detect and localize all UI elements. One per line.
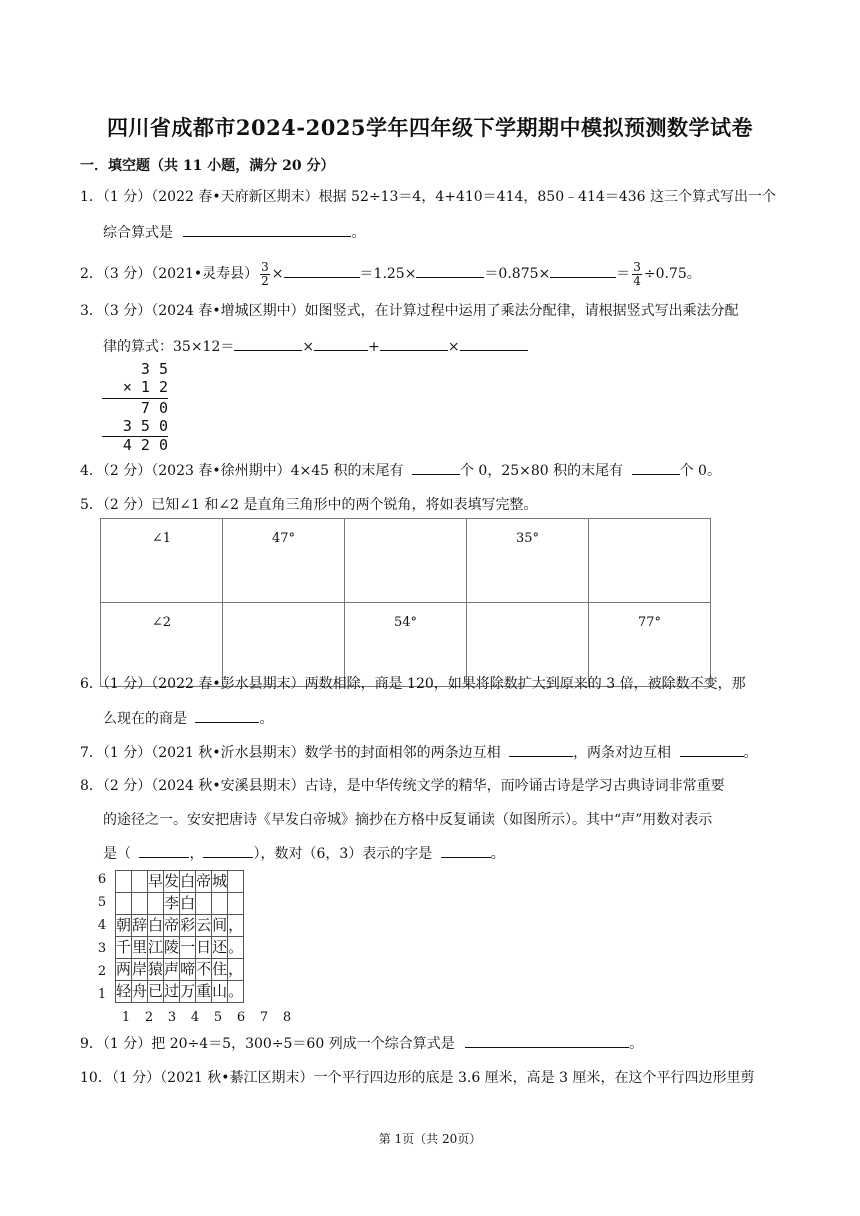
grid-cell <box>228 871 244 893</box>
q8-line3 <box>103 843 505 864</box>
grid-cell: 朝 <box>116 915 132 937</box>
grid-cell: 彩 <box>180 915 196 937</box>
q8-line3-middle: ），数对（6，3）表示的字是 <box>253 846 433 862</box>
q3-blank-2[interactable] <box>314 336 368 351</box>
grid-cell: 猿 <box>148 959 164 981</box>
grid-cell: 万 <box>180 981 196 1003</box>
grid-cell: 过 <box>164 981 180 1003</box>
q8-line3-open: 是（ <box>103 846 131 862</box>
q3-blank-3[interactable] <box>380 336 448 351</box>
grid-cell: 。 <box>228 981 244 1003</box>
x-axis-label: 2 <box>144 1010 154 1025</box>
grid-cell <box>196 893 212 915</box>
q8-line3-end: 。 <box>490 846 505 862</box>
grid-row <box>116 937 244 959</box>
q1-line2 <box>103 222 365 243</box>
y-axis-label: 6 <box>97 872 107 887</box>
q8-line2: 的途径之一。安安把唐诗《早发白帝城》摘抄在方格中反复诵读（如图所示）。其中“声”用数对表示 <box>103 812 713 828</box>
y-axis-label: 4 <box>97 918 107 933</box>
calc-row-2: × 1 2 <box>122 378 168 396</box>
table-row <box>101 519 711 603</box>
grid-cell: 不 <box>196 959 212 981</box>
grid-row <box>116 893 244 915</box>
x-axis-label: 3 <box>167 1010 177 1025</box>
q4-part1: 4．（2 分）（2023 春•徐州期中）4×45 积的末尾有 <box>80 463 404 479</box>
q6-line2 <box>103 708 273 729</box>
grid-cell: 住 <box>212 959 228 981</box>
q7-part3: 。 <box>743 745 758 761</box>
grid-cell <box>116 871 132 893</box>
q5-line: 5．（2 分）已知∠1 和∠2 是直角三角形中的两个锐角，将如表填写完整。 <box>80 497 538 513</box>
q1-answer-blank[interactable] <box>183 222 351 237</box>
q3-plus: + <box>368 339 380 355</box>
x-axis-label: 1 <box>121 1010 131 1025</box>
grid-cell: 岸 <box>132 959 148 981</box>
y-axis-label: 1 <box>97 987 107 1002</box>
grid-cell: 。 <box>228 937 244 959</box>
q2-blank-2[interactable] <box>416 263 484 278</box>
grid-cell: 江 <box>148 937 164 959</box>
q2-prefix: 2．（3 分）（2021•灵寿县） <box>80 266 259 282</box>
q8-blank-column[interactable] <box>139 843 189 858</box>
q7-part2: ，两条对边互相 <box>573 745 672 761</box>
grid-cell <box>132 893 148 915</box>
q3-line2 <box>103 336 528 357</box>
q2-fraction-2: $\frac{3}{4}$ <box>633 259 641 288</box>
q2-blank-1[interactable] <box>284 263 360 278</box>
grid-row <box>116 981 244 1003</box>
q1-line1: 1．（1 分）（2022 春•天府新区期末）根据 52÷13＝4，4+410＝414，850﹣414＝436 这三个算式写出一个 <box>80 189 777 205</box>
grid-cell: 辞 <box>132 915 148 937</box>
q6-answer-blank[interactable] <box>195 708 259 723</box>
table-cell: ∠2 <box>101 603 223 687</box>
grid-cell: 两 <box>116 959 132 981</box>
calc-row-5: 4 2 0 <box>122 436 168 454</box>
grid-cell <box>212 893 228 915</box>
q8-blank-char[interactable] <box>441 843 491 858</box>
q9-answer-blank[interactable] <box>465 1033 629 1048</box>
table-cell-blank[interactable] <box>345 519 467 603</box>
q2-blank-3[interactable] <box>550 263 616 278</box>
q4-part3: 个 0。 <box>679 463 721 479</box>
x-axis-label: 8 <box>282 1010 292 1025</box>
grid-cell: 日 <box>196 937 212 959</box>
q7-blank-2[interactable] <box>680 742 744 757</box>
grid-cell: 舟 <box>132 981 148 1003</box>
grid-cell: 帝 <box>196 871 212 893</box>
q6-line2-suffix: 。 <box>259 711 274 727</box>
grid-cell: 轻 <box>116 981 132 1003</box>
grid-cell: 里 <box>132 937 148 959</box>
grid-cell: 还 <box>212 937 228 959</box>
q8-line1: 8．（2 分）（2024 秋•安溪县期末）古诗，是中华传统文学的精华，而吟诵古诗是学习古典诗词非常重要 <box>80 778 725 794</box>
q4-blank-2[interactable] <box>632 460 680 475</box>
q8-comma: ， <box>189 846 204 862</box>
grid-cell: 已 <box>148 981 164 1003</box>
q4-blank-1[interactable] <box>412 460 460 475</box>
q4-part2: 个 0，25×80 积的末尾有 <box>459 463 624 479</box>
grid-row <box>116 871 244 893</box>
table-cell: 47° <box>223 519 345 603</box>
grid-cell: 重 <box>196 981 212 1003</box>
grid-cell: 间 <box>212 915 228 937</box>
grid-cell: ， <box>228 959 244 981</box>
x-axis-label: 5 <box>213 1010 223 1025</box>
grid-row <box>116 915 244 937</box>
angle-table <box>100 518 711 687</box>
grid-cell: 一 <box>180 937 196 959</box>
table-cell-blank[interactable] <box>589 519 711 603</box>
grid-cell: 帝 <box>164 915 180 937</box>
calc-row-4: 3 5 0 <box>122 417 168 435</box>
grid-cell: 白 <box>180 871 196 893</box>
q3-line2-prefix: 律的算式：35×12＝ <box>103 339 235 355</box>
table-cell: 54° <box>345 603 467 687</box>
grid-cell <box>132 871 148 893</box>
y-axis-label: 5 <box>97 895 107 910</box>
q7-line <box>80 742 758 763</box>
q2-fraction-1: $\frac{3}{2}$ <box>261 259 269 288</box>
q9-suffix: 。 <box>629 1036 644 1052</box>
grid-cell: 声 <box>164 959 180 981</box>
x-axis-label: 4 <box>190 1010 200 1025</box>
grid-cell: 陵 <box>164 937 180 959</box>
grid-cell: 山 <box>212 981 228 1003</box>
table-cell: 77° <box>589 603 711 687</box>
calc-row-3: 7 0 <box>140 399 168 417</box>
grid-cell: 千 <box>116 937 132 959</box>
q3-vertical-calculation <box>102 360 168 456</box>
q8-blank-row[interactable] <box>203 843 253 858</box>
grid-cell <box>148 893 164 915</box>
grid-cell: 啼 <box>180 959 196 981</box>
grid-cell: 白 <box>148 915 164 937</box>
table-cell: ∠1 <box>101 519 223 603</box>
grid-cell: 早 <box>148 871 164 893</box>
q9-prefix: 9．（1 分）把 20÷4＝5，300÷5＝60 列成一个综合算式是 <box>80 1036 455 1052</box>
q2-part3: ＝0.875× <box>484 266 551 282</box>
q2-times: × <box>271 266 284 282</box>
poem-grid <box>115 870 244 1003</box>
x-axis-label: 6 <box>236 1010 246 1025</box>
calc-row-1: 3 5 <box>140 360 168 378</box>
grid-cell: 李 <box>164 893 180 915</box>
q2-suffix: ÷0.75。 <box>643 266 701 282</box>
page-footer: 第 1页（共 20页） <box>378 1132 482 1146</box>
y-axis-label: 2 <box>97 964 107 979</box>
grid-cell: 白 <box>180 893 196 915</box>
q4-line <box>80 460 721 481</box>
q3-blank-4[interactable] <box>460 336 528 351</box>
table-cell: 35° <box>467 519 589 603</box>
grid-cell <box>228 893 244 915</box>
grid-cell: 云 <box>196 915 212 937</box>
q2-line <box>80 260 701 288</box>
section-heading: 一．填空题（共 11 小题，满分 20 分） <box>80 158 335 174</box>
q3-times-2: × <box>447 339 460 355</box>
q1-line2-suffix: 。 <box>351 225 366 241</box>
page-title: 四川省成都市2024-2025学年四年级下学期期中模拟预测数学试卷 <box>106 115 754 140</box>
x-axis-label: 7 <box>259 1010 269 1025</box>
grid-cell <box>116 893 132 915</box>
grid-row <box>116 959 244 981</box>
grid-cell: ， <box>228 915 244 937</box>
grid-cell: 发 <box>164 871 180 893</box>
q1-line2-prefix: 综合算式是 <box>103 225 173 241</box>
q3-times-1: × <box>302 339 315 355</box>
q2-part2: ＝1.25× <box>359 266 417 282</box>
y-axis-label: 3 <box>97 941 107 956</box>
q9-line <box>80 1033 643 1054</box>
q7-part1: 7．（1 分）（2021 秋•沂水县期末）数学书的封面相邻的两条边互相 <box>80 745 501 761</box>
q3-blank-1[interactable] <box>234 336 302 351</box>
q6-line2-prefix: 么现在的商是 <box>103 711 187 727</box>
q7-blank-1[interactable] <box>509 742 573 757</box>
q2-equals: ＝ <box>616 266 631 282</box>
q3-line1: 3．（3 分）（2024 春•增城区期中）如图竖式，在计算过程中运用了乘法分配律，请根据竖式写出乘法分配 <box>80 303 739 319</box>
grid-cell: 城 <box>212 871 228 893</box>
q10-line1: 10．（1 分）（2021 秋•綦江区期末）一个平行四边形的底是 3.6 厘米，高是 3 厘米，在这个平行四边形里剪 <box>80 1070 755 1086</box>
q6-line1: 6．（1 分）（2022 春•彭水县期末）两数相除，商是 120，如果将除数扩大到原来的 3 倍，被除数不变，那 <box>80 676 746 692</box>
